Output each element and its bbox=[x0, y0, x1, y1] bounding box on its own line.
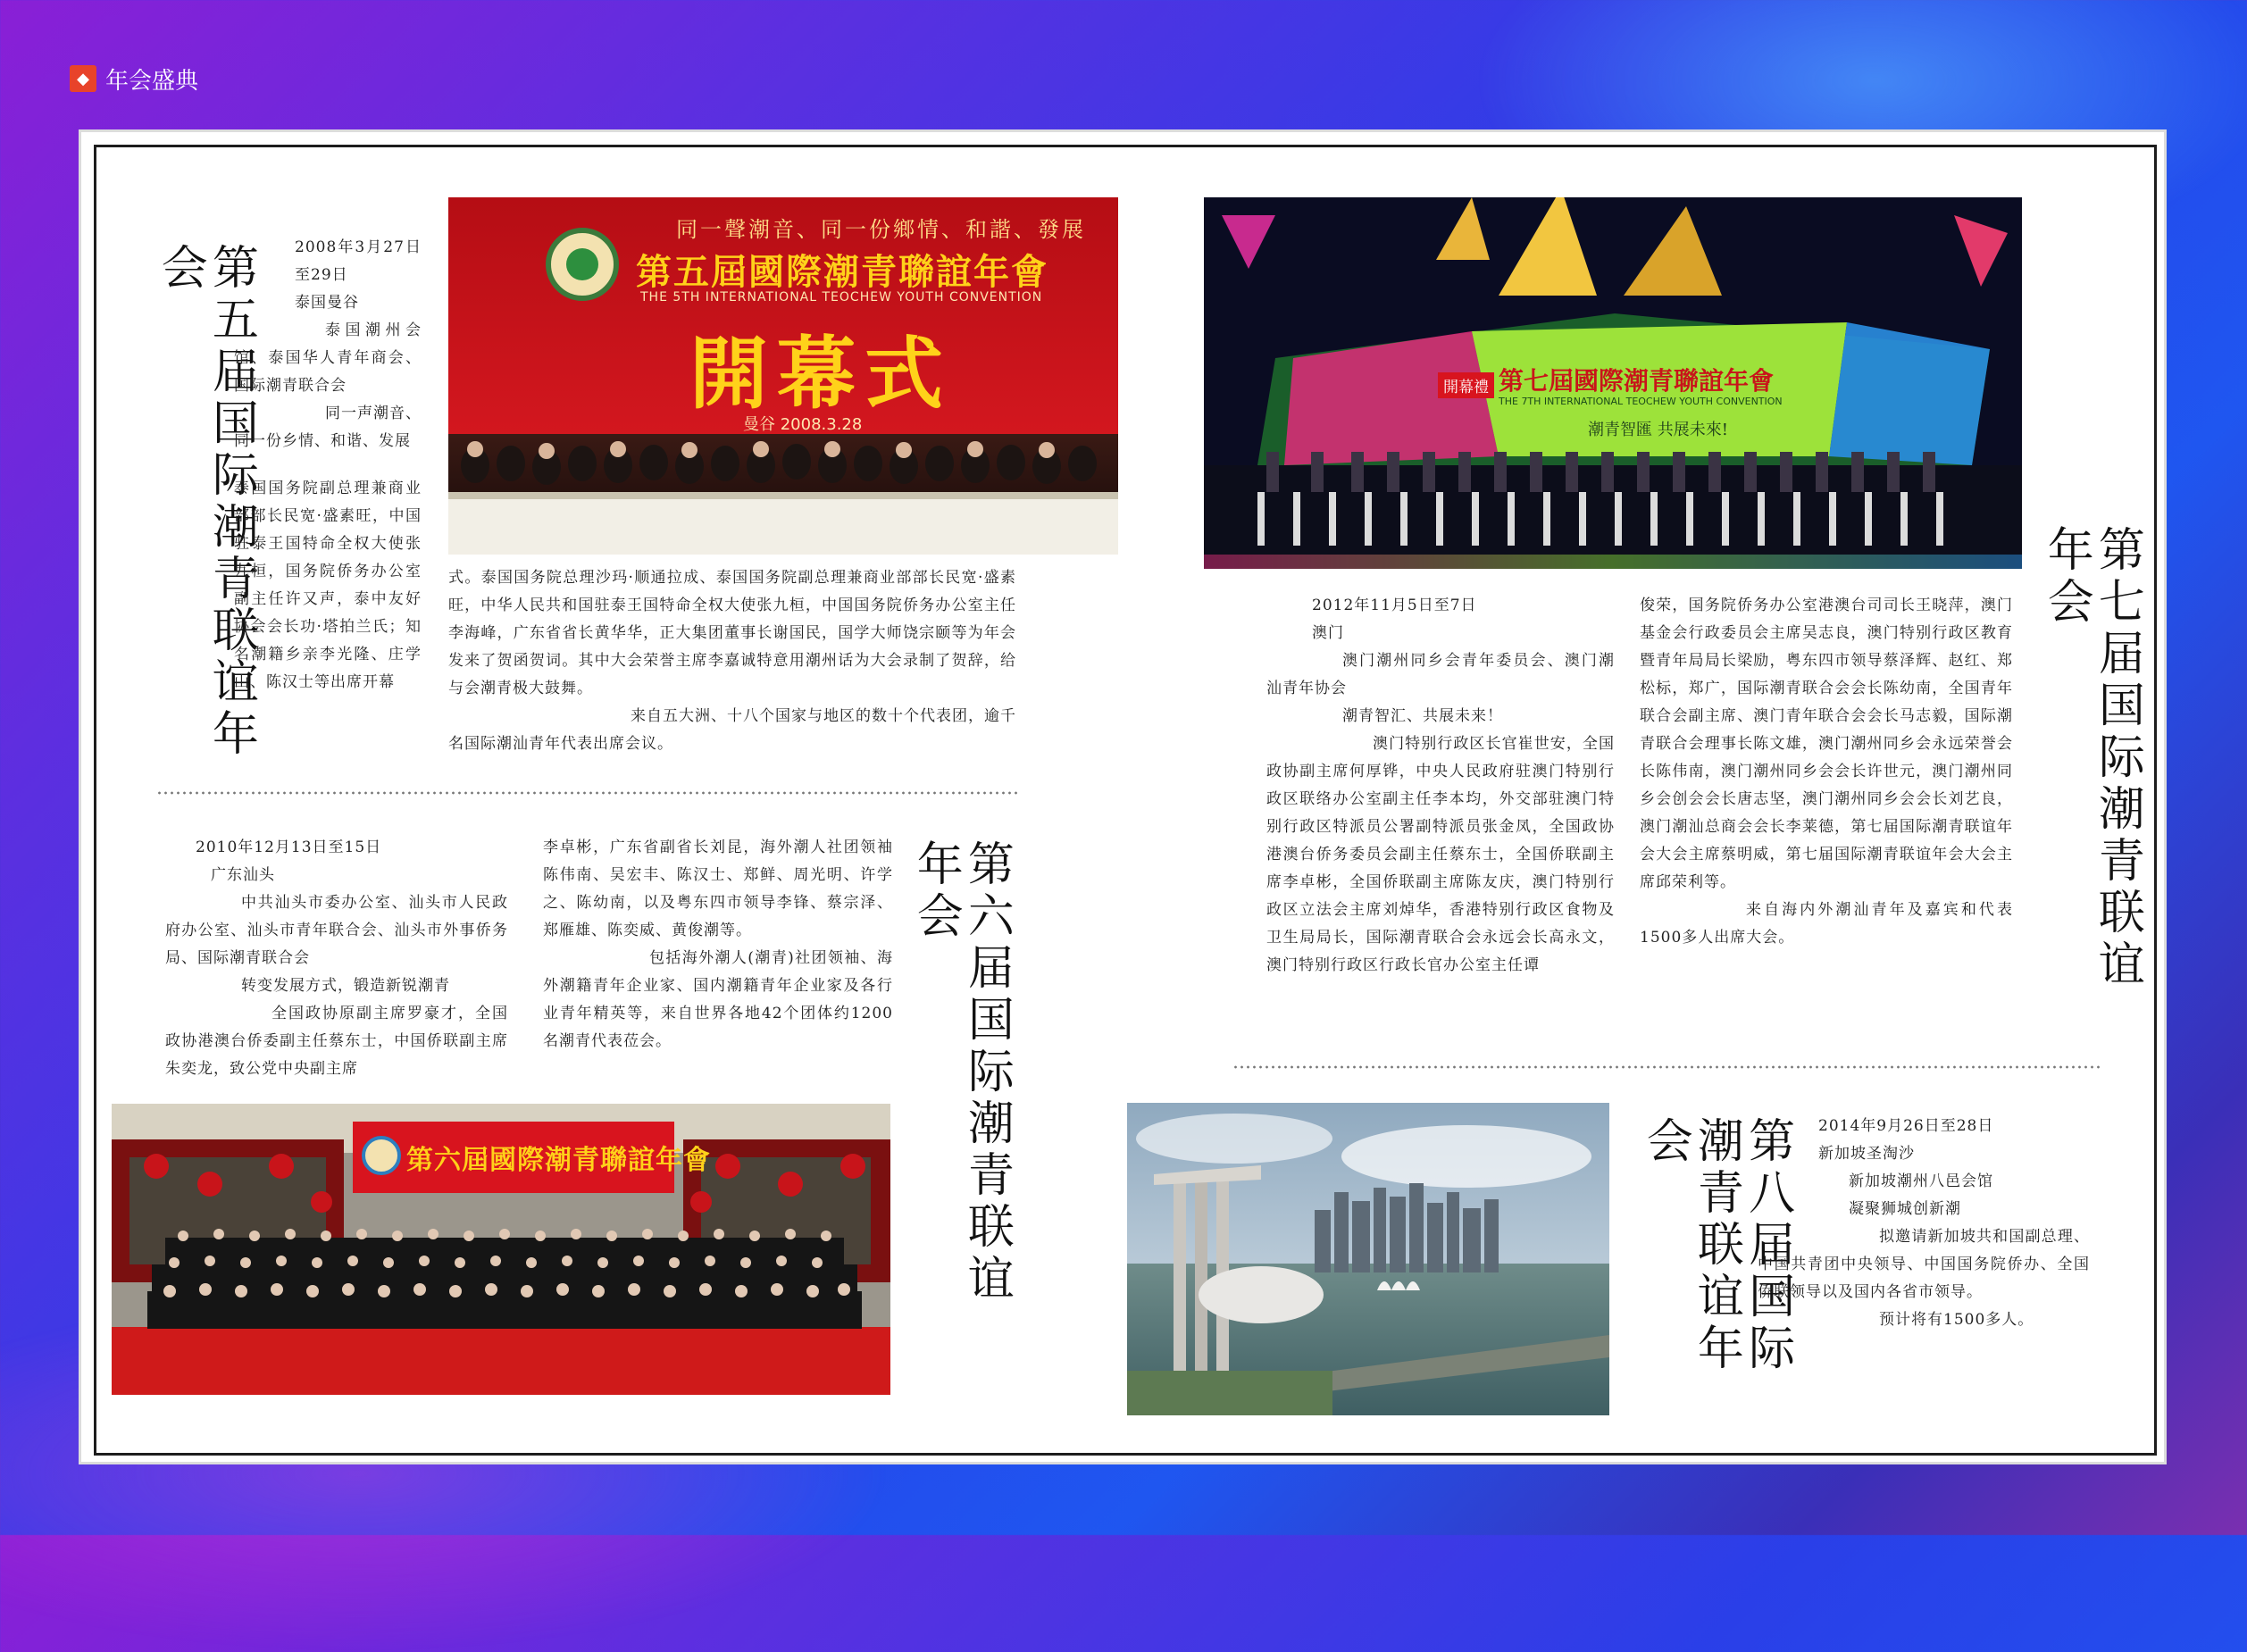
seventh-date: 2012年11月5日至7日 bbox=[1312, 597, 1477, 614]
seventh-body2: 俊荣，国务院侨务办公室港澳台司司长王晓萍，澳门基金会行政委员会主席吴志良，澳门特别行政区教育暨青年局局长梁励，粤东四市领导蔡泽辉、赵红、郑松标，郑广，国际潮青联合会会长陈幼南，全国青年联合会副主席、澳门青年联合会会长马志毅，国际潮青联合会理事长陈文雄，澳门潮州同乡会永远荣誉会长陈伟南，澳门潮州同乡会会长许世元，澳门潮州同乡会创会会长唐志坚，澳门潮州同乡会会长刘艺良，澳门潮汕总商会会长李莱德，第七届国际潮青联谊年会大会主席蔡明威，第七届国际潮青联谊年会大会主席邱荣利等。 bbox=[1640, 597, 2013, 891]
section-title-seventh: 第七届国际潮青联谊年会 bbox=[2039, 525, 2144, 991]
sixth-place: 广东汕头 bbox=[211, 866, 275, 884]
seventh-body1: 澳门特别行政区长官崔世安，全国政协副主席何厚铧，中央人民政府驻澳门特别行政区联络办公室副主任李本均，外交部驻澳门特别行政区特派员公署副特派员张金凤，全国政协港澳台侨务委员会副主任蔡东士，全国侨联副主席李卓彬，全国侨联副主席陈友庆，澳门特别行政区立法会主席刘焯华，香港特别行政区食物及卫生局局长，国际潮青联合会永远会长高永文，澳门特别行政区行政长官办公室主任谭 bbox=[1266, 735, 1615, 974]
eighth-body2: 预计将有1500多人。 bbox=[1879, 1311, 2034, 1329]
sixth-banner-title: 第六屆國際潮青聯誼年會 bbox=[406, 1145, 711, 1176]
seventh-text-column bbox=[1640, 592, 2013, 952]
eighth-place: 新加坡圣淘沙 bbox=[1818, 1145, 1915, 1163]
seventh-host: 澳门潮州同乡会青年委员会、澳门潮汕青年协会 bbox=[1266, 652, 1615, 697]
fifth-theme: 同一声潮音、同一份乡情、和谐、发展 bbox=[234, 405, 422, 450]
section-title-fifth: 第五届国际潮青联谊年会 bbox=[153, 243, 258, 761]
fifth-text-column bbox=[448, 564, 1016, 758]
fifth-date: 2008年3月27日至29日 bbox=[295, 238, 422, 284]
seventh-banner-slogan: 潮青智匯 共展未來! bbox=[1588, 421, 1728, 439]
sixth-body2: 李卓彬，广东省副省长刘昆，海外潮人社团领袖陈伟南、吴宏丰、陈汉士、郑鲜、周光明、许学之、陈幼南，以及粤东四市领导李锋、蔡宗泽、郑雁雄、陈奕威、黄俊潮等。 bbox=[543, 839, 893, 939]
sixth-theme: 转变发展方式，锻造新锐潮青 bbox=[241, 977, 450, 995]
fifth-banner-top: 同一聲潮音、同一份鄉情、和諧、發展 bbox=[676, 217, 1086, 242]
sixth-host: 中共汕头市委办公室、汕头市人民政府办公室、汕头市青年联合会、汕头市外事侨务局、国际潮青联合会 bbox=[165, 894, 508, 967]
section-divider bbox=[156, 789, 1019, 797]
sixth-body1: 全国政协原副主席罗豪才，全国政协港澳台侨委副主任蔡东士，中国侨联副主席朱奕龙，致公党中央副主席 bbox=[165, 1005, 508, 1078]
seventh-body3: 来自海内外潮汕青年及嘉宾和代表1500多人出席大会。 bbox=[1640, 901, 2013, 947]
logo-icon: ◆ bbox=[70, 65, 96, 92]
fifth-opening-photo bbox=[448, 197, 1118, 555]
sixth-info-column bbox=[165, 834, 508, 1083]
seventh-banner-badge: 開幕禮 bbox=[1438, 372, 1494, 398]
header bbox=[70, 63, 198, 95]
sixth-body3: 包括海外潮人(潮青)社团领袖、海外潮籍青年企业家、国内潮籍青年企业家及各行业青年精英等，来自世界各地42个团体约1200名潮青代表莅会。 bbox=[543, 949, 893, 1050]
eighth-host: 新加坡潮州八邑会馆 bbox=[1849, 1172, 1993, 1190]
eighth-info-column bbox=[1758, 1113, 2090, 1334]
fifth-body2: 式。泰国国务院总理沙玛·顺通拉成、泰国国务院副总理兼商业部部长民宽·盛素旺，中华人民共和国驻泰王国特命全权大使张九桓，中国国务院侨务办公室主任李海峰，广东省省长黄华华，正大集团董事长谢国民，国学大师饶宗颐等为年会发来了贺函贺词。其中大会荣誉主席李嘉诚特意用潮州话为大会录制了贺辞，给与会潮青极大鼓舞。 bbox=[448, 569, 1016, 697]
fifth-banner-main: 開幕式 bbox=[689, 327, 953, 420]
section-title-eighth: 第八届国际潮青联谊年会 bbox=[1638, 1116, 1794, 1375]
fifth-body3: 来自五大洲、十八个国家与地区的数十个代表团，逾千名国际潮汕青年代表出席会议。 bbox=[448, 707, 1016, 753]
seventh-stage-photo bbox=[1204, 197, 2022, 569]
sixth-group-photo bbox=[112, 1104, 890, 1395]
fifth-place: 泰国曼谷 bbox=[295, 294, 359, 312]
fifth-body1: 泰国国务院副总理兼商业部部长民宽·盛素旺，中国驻泰王国特命全权大使张九桓，国务院侨务办公室副主任许又声，泰中友好协会会长功·塔拍兰氏；知名潮籍乡亲李光隆、庄学山、陈汉士等出席开幕 bbox=[234, 480, 422, 691]
fifth-info-column bbox=[234, 234, 422, 697]
seventh-info-column bbox=[1266, 592, 1615, 980]
eighth-date: 2014年9月26日至28日 bbox=[1818, 1117, 1994, 1135]
fifth-banner-sub: THE 5TH INTERNATIONAL TEOCHEW YOUTH CONVENTION bbox=[640, 290, 1043, 305]
seventh-place: 澳门 bbox=[1312, 624, 1344, 642]
seventh-banner-sub: THE 7TH INTERNATIONAL TEOCHEW YOUTH CONVENTION bbox=[1499, 396, 1783, 407]
section-title-sixth: 第六届国际潮青联谊年会 bbox=[908, 839, 1014, 1306]
eighth-theme: 凝聚狮城创新潮 bbox=[1849, 1200, 1961, 1218]
fifth-banner-date: 曼谷 2008.3.28 bbox=[743, 415, 863, 434]
section-divider bbox=[1232, 1064, 2102, 1071]
eighth-photo-svg bbox=[1127, 1103, 1609, 1415]
eighth-city-photo bbox=[1127, 1103, 1609, 1415]
header-title: 年会盛典 bbox=[105, 67, 199, 95]
fifth-banner-title: 第五屆國際潮青聯誼年會 bbox=[636, 251, 1048, 293]
seventh-banner-title: 第七屆國際潮青聯誼年會 bbox=[1499, 366, 1775, 396]
fifth-host: 泰国潮州会馆、泰国华人青年商会、国际潮青联合会 bbox=[234, 321, 422, 395]
sixth-date: 2010年12月13日至15日 bbox=[196, 839, 382, 856]
sixth-text-column bbox=[543, 834, 893, 1055]
eighth-body1: 拟邀请新加坡共和国副总理、中国共青团中央领导、中国国务院侨办、全国侨联领导以及国内各省市领导。 bbox=[1758, 1228, 2090, 1301]
seventh-theme: 潮青智汇、共展未来！ bbox=[1342, 707, 1503, 725]
